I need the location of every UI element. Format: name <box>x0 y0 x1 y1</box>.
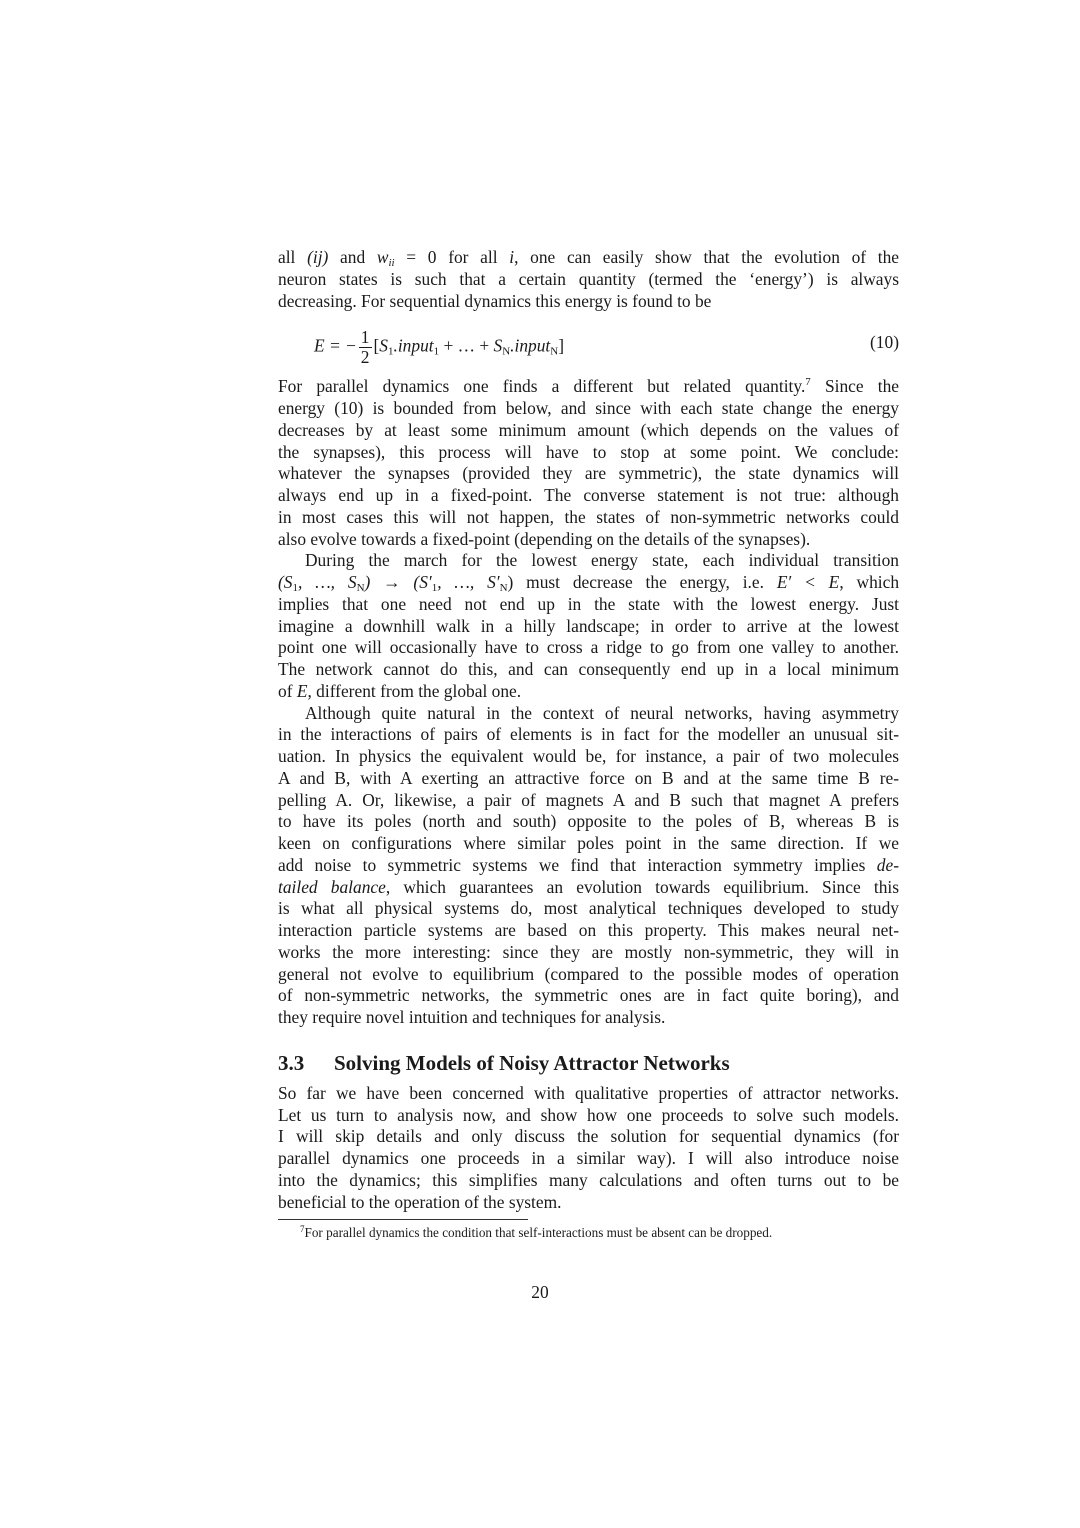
equation-plus-dots: + … + <box>439 335 494 356</box>
text-line: decreasing. For sequential dynamics this energy is found to be <box>278 290 712 311</box>
text-span: of <box>278 680 297 701</box>
text-line: general not evolve to equilibrium (compared to the possible modes of operation <box>278 963 899 984</box>
text-span: , which <box>839 572 900 592</box>
text-line: also evolve towards a fixed-point (depending on the details of the synapses). <box>278 528 811 549</box>
text-line: pelling A. Or, likewise, a pair of magnets A and B such that magnet A prefers <box>278 789 899 810</box>
text-line: in most cases this will not happen, the states of non-symmetric networks could <box>278 506 899 527</box>
text-line: The network cannot do this, and can consequently end up in a local minimum <box>278 659 899 679</box>
math-sub: 1 <box>431 582 438 594</box>
text-line <box>278 572 899 594</box>
text-line: point one will occasionally have to cross a ridge to go from one valley to another. <box>278 637 899 658</box>
bracket-close: ] <box>558 335 565 356</box>
math-span: (S <box>278 572 293 592</box>
fraction-denominator: 2 <box>360 347 370 368</box>
text-line: beneficial to the operation of the system. <box>278 1191 562 1212</box>
footnote-divider <box>278 1219 528 1220</box>
text-line: So far we have been concerned with qualitative properties of attractor networks. <box>278 1082 899 1103</box>
text-line <box>278 877 899 899</box>
term-var: S <box>379 335 388 356</box>
math-sub: 1 <box>292 582 298 594</box>
section-title: Solving Models of Noisy Attractor Networks <box>334 1050 730 1075</box>
footnote <box>278 1224 899 1242</box>
text-span: , different from the global one. <box>307 680 522 701</box>
term-sub: N <box>502 345 511 358</box>
text-line: in the interactions of pairs of elements is in fact for the modeller an unusual sit- <box>278 724 899 745</box>
paragraph-solving <box>278 1083 899 1214</box>
math-span: ) → (S′ <box>364 572 432 592</box>
text-span: , which guarantees an evolution towards equilibrium. Since this <box>385 876 899 897</box>
text-line: interaction particle systems are based on this property. This makes neural net- <box>278 920 899 940</box>
text-span: ) must decrease the energy, i.e. <box>507 572 777 592</box>
text-line: the synapses), this process will have to stop at some point. We conclude: <box>278 441 899 462</box>
term-input-sub: 1 <box>433 345 440 358</box>
footnote-text: For parallel dynamics the condition that self-interactions must be absent can be dropped. <box>304 1225 773 1241</box>
equation-10 <box>278 318 899 368</box>
math-span: , …, S′ <box>437 572 500 592</box>
fraction-one-half <box>359 328 372 367</box>
math-span: , …, S <box>298 572 357 592</box>
emphasis-span: de- <box>876 854 899 875</box>
section-number: 3.3 <box>278 1050 305 1075</box>
page-number: 20 <box>531 1282 549 1302</box>
equation-lhs: E = − <box>314 335 357 356</box>
text-line: whatever the synapses (provided they are symmetric), the state dynamics will <box>278 463 899 484</box>
text-line: uation. In physics the equivalent would be, for instance, a pair of two molecules <box>278 746 899 766</box>
text-line: I will skip details and only discuss the solution for sequential dynamics (for <box>278 1126 899 1147</box>
text-line <box>278 681 899 703</box>
text-span: Since the <box>810 376 899 397</box>
text-line: parallel dynamics one proceeds in a similar way). I will also introduce noise <box>278 1148 899 1168</box>
text-line: works the more interesting: since they are mostly non-symmetric, they will in <box>278 941 899 962</box>
text-line: imagine a downhill walk in a hilly landscape; in order to arrive at the lowest <box>278 615 899 636</box>
text-line: is what all physical systems do, most analytical techniques developed to study <box>278 898 899 919</box>
text-line: they require novel intuition and techniques for analysis. <box>278 1007 666 1027</box>
text-span: For parallel dynamics one finds a different but related quantity. <box>278 376 806 397</box>
math-sub: N <box>499 582 508 594</box>
term-sub: 1 <box>388 345 394 358</box>
text-line: of non-symmetric networks, the symmetric ones are in fact quite boring), and <box>278 985 899 1006</box>
text-line: keen on configurations where similar poles point in the same direction. If we <box>278 833 899 853</box>
section-heading <box>278 1049 899 1077</box>
text-line: Let us turn to analysis now, and show how one proceeds to solve such models. <box>278 1104 899 1125</box>
bracket-open: [ <box>373 335 380 356</box>
footnote-ref[interactable]: 7 <box>805 376 811 389</box>
term-input: .input <box>393 335 434 356</box>
page-body <box>278 247 899 1242</box>
text-line: to have its poles (north and south) opposite to the poles of B, whereas B is <box>278 811 899 832</box>
equation-number: (10) <box>870 332 899 353</box>
text-line: into the dynamics; this simplifies many calculations and often turns out to be <box>278 1169 899 1190</box>
equation-body <box>314 328 564 367</box>
text-span: add noise to symmetric systems we find that interaction symmetry implies <box>278 854 877 875</box>
footnote-mark: 7 <box>300 1224 305 1235</box>
text-line: all (ij) and $w_{ii} = 0$ for all i, one can easily show that the evolution of the <box>278 247 900 269</box>
term-var: S <box>493 335 503 356</box>
text-line <box>278 855 899 877</box>
paragraph-intro <box>278 247 899 312</box>
term-input-sub: N <box>550 345 559 358</box>
text-line: During the march for the lowest energy state, each individual transition <box>305 550 899 571</box>
text-line: neuron states is such that a certain quantity (termed the ‘energy’) is always <box>278 268 899 289</box>
paragraph-asymmetry <box>278 703 899 1029</box>
text-line: Although quite natural in the context of neural networks, having asymmetry <box>305 702 899 723</box>
fraction-numerator: 1 <box>360 327 370 348</box>
text-line: implies that one need not end up in the state with the lowest energy. Just <box>278 593 899 614</box>
term-input: .input <box>510 335 551 356</box>
text-line: energy (10) is bounded from below, and since with each state change the energy <box>278 398 899 418</box>
text-line: always end up in a fixed-point. The converse statement is not true: although <box>278 485 899 505</box>
paragraph-march <box>278 550 899 702</box>
math-span: E′ < E <box>776 572 840 592</box>
text-line: decreases by at least some minimum amount (which depends on the values of <box>278 419 899 440</box>
emphasis-span: tailed balance <box>278 876 386 897</box>
math-sub: N <box>356 582 365 594</box>
math-span: E <box>296 680 308 701</box>
text-line <box>278 376 899 398</box>
paragraph-parallel <box>278 376 899 550</box>
text-line: A and B, with A exerting an attractive force on B and at the same time B re- <box>278 767 899 788</box>
